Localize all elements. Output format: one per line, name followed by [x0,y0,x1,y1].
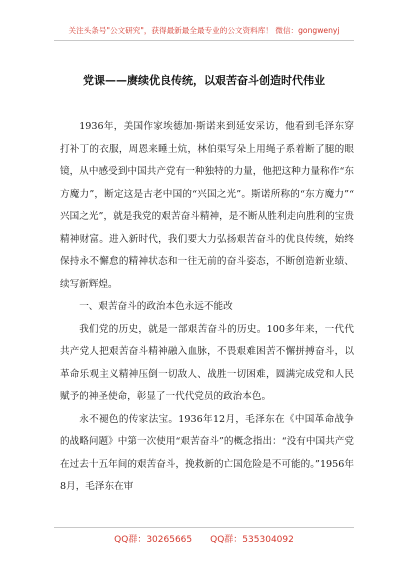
footer [40,532,368,545]
document-body [60,116,354,499]
header-divider [54,40,354,41]
paragraph-intro: 1936年，美国作家埃德加·斯诺来到延安采访，他看到毛泽东穿打补丁的衣服，周恩来睡土炕，林伯渠写朵上用绳子系着断了腿的眼镜，从中感受到中国共产党有一种独特的力量，他把这种力量称作“东方魔力”，断定这是古老中国的“兴国之光”。斯诺所称的“东方魔力”“兴国之光”，就是我党的艰苦奋斗精神，是不断从胜利走向胜利的宝贵精神财富。进入新时代，我们要大力弘扬艰苦奋斗的优良传统，始终保持永不懈怠的精神状态和一往无前的奋斗姿态，不断创造新业绩、续写新辉煌。 [60,121,354,290]
footer-divider [54,527,354,528]
footer-qq-group-1: QQ群：30265665 [114,535,193,545]
document-title: 党课——赓续优良传统，以艰苦奋斗创造时代伟业 [83,74,325,87]
footer-qq-group-2: QQ群：535304092 [210,535,294,545]
header-banner: 关注头条号"公文研究"，获得最新最全最专业的公文资料库！ 微信：gongwenyj [68,26,340,35]
paragraph-heritage: 永不褪色的传家法宝。1936年12月，毛泽东在《中国革命战争的战略问题》中第一次使用“艰苦奋斗”的概念指出：“没有中国共产党在过去十五年间的艰苦奋斗，挽救新的亡国危险是不可能的。”1956年8月，毛泽东在审 [60,413,354,492]
paragraph-history: 我们党的历史，就是一部艰苦奋斗的历史。100多年来，一代代共产党人把艰苦奋斗精神融入血脉，不畏艰难困苦不懈拼搏奋斗，以革命乐观主义精神压倒一切敌人、战胜一切困难，圆满完成党和人民赋予的神圣使命，彰显了一代代党员的政治本色。 [60,323,354,402]
section-heading: 一、艰苦奋斗的政治本色永远不能改 [79,301,233,312]
